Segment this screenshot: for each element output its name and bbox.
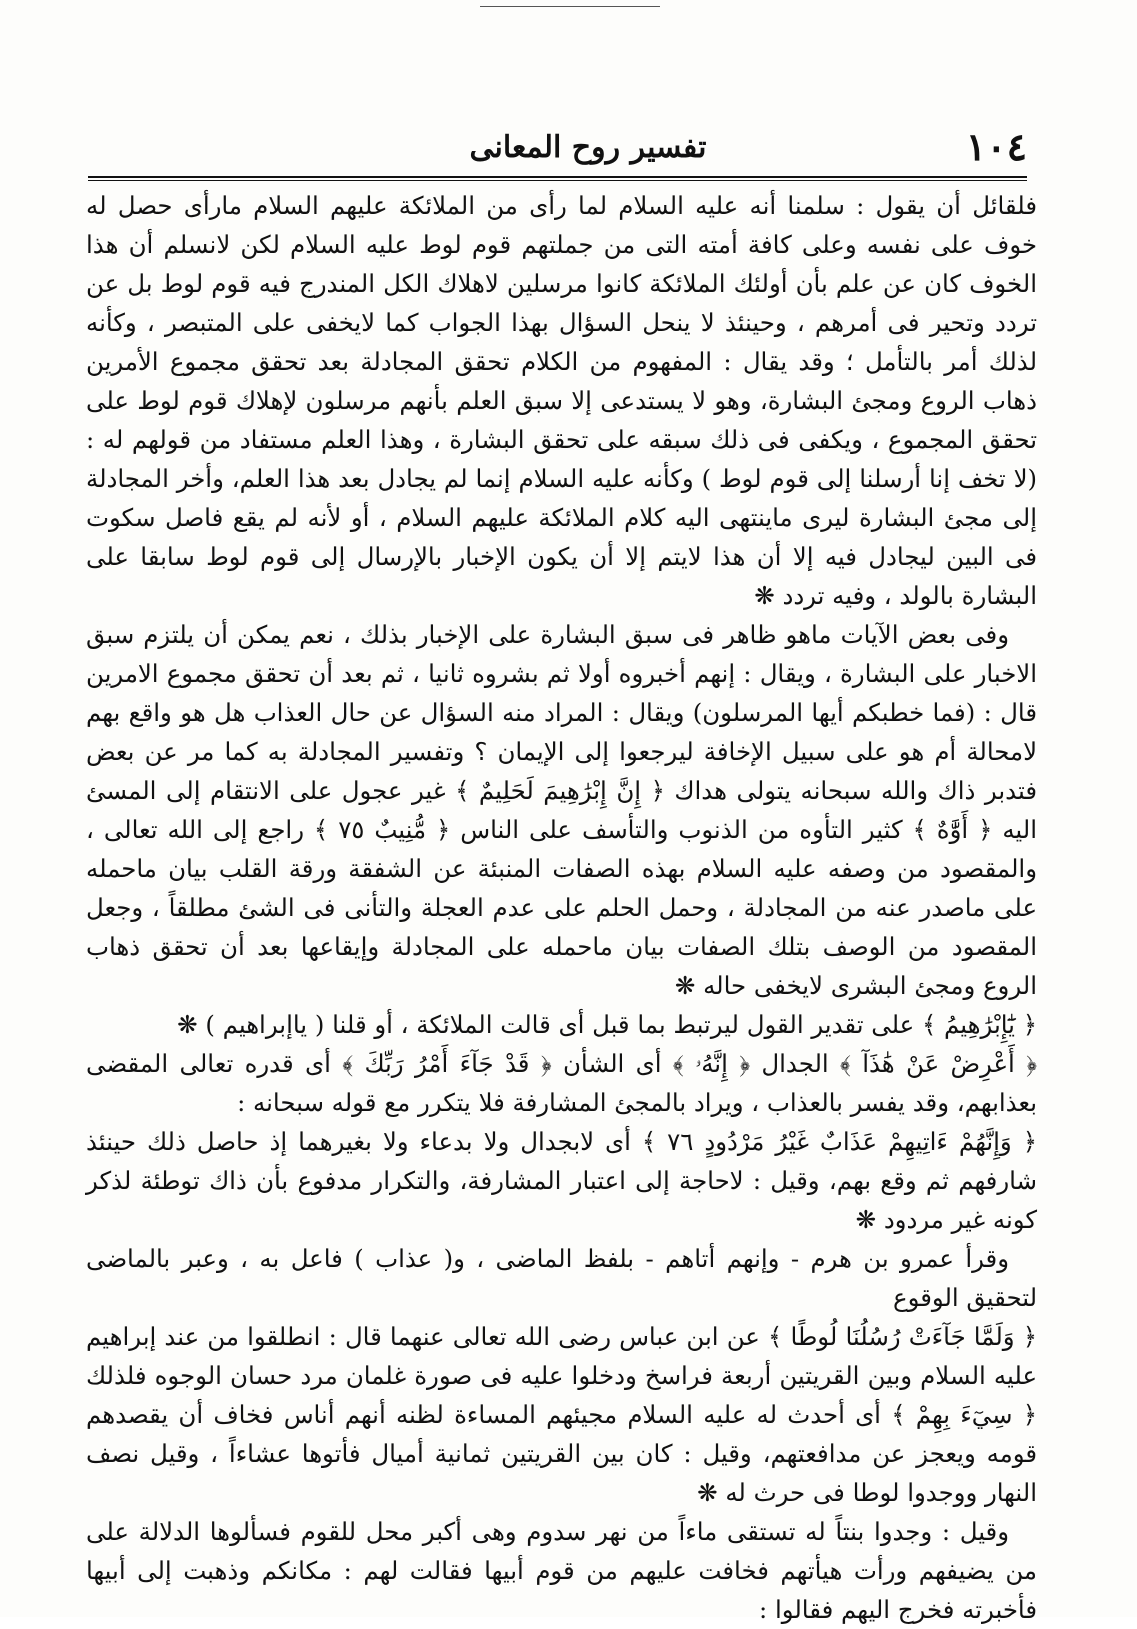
top-divider — [480, 6, 660, 7]
paragraph: وفى بعض الآيات ماهو ظاهر فى سبق البشارة على الإخبار بذلك ، نعم يمكن أن يلتزم سبق الاخبار على البشارة ، ويقال : إنهم أخبروه أولا ثم بشروه ثانيا ، ثم بعد أن تحقق مجموع الامرين قال : (فما خطبكم أيها المرسلون) ويقال : المراد منه السؤال عن حال العذاب هل هو واقع بهم لامحالة أم هو على سبيل الإخافة ليرجعوا إلى الإيمان ؟ وتفسير المجادلة به كما مر عن بعض فتدبر ذاك والله سبحانه يتولى هداك ﴿ إِنَّ إِبْرَٰهِيمَ لَحَلِيمٌ ﴾ غير عجول على الانتقام إلى المسئ اليه ﴿ أَوَّٰهٌ ﴾ كثير التأوه من الذنوب والتأسف على الناس ﴿ مُّنِيبٌ ٧٥ ﴾ راجع إلى الله تعالى ، والمقصود من وصفه عليه السلام بهذه الصفات المنبئة عن الشفقة ورقة القلب بيان ماحمله على ماصدر عنه من المجادلة ، وحمل الحلم على عدم العجلة والتأنى فى الشئ مطلقاً ، وجعل المقصود من الوصف بتلك الصفات بيان ماحمله على المجادلة وإيقاعها بعد أن تحقق ذهاب الروع ومجئ البشرى لايخفى حاله ❋ — [86, 620, 1037, 1000]
page-number: ١٠٤ — [965, 124, 1027, 169]
header-rule — [88, 176, 1027, 178]
paragraph: ﴿ وَإِنَّهُمْ ءَاتِيهِمْ عَذَابٌ غَيْرُ مَرْدُودٍ ٧٦ ﴾ أى لابجدال ولا بدعاء ولا بغيرهما إذ حاصل ذلك حينئذ شارفهم ثم وقع بهم، وقيل : لاحاجة إلى اعتبار المشارفة، والتكرار مدفوع بأن ذاك توطئة لذكر كونه غير مردود ❋ — [86, 1127, 1037, 1234]
paragraph: فلقائل أن يقول : سلمنا أنه عليه السلام لما رأى من الملائكة عليهم السلام مارأى حصل له خوف على نفسه وعلى كافة أمته التى من جملتهم قوم لوط عليه السلام لكن لانسلم أن هذا الخوف كان عن علم بأن أولئك الملائكة كانوا مرسلين لاهلاك الكل المندرج فيه قوم لوط بل عن تردد وتحير فى أمرهم ، وحينئذ لا ينحل السؤال بهذا الجواب كما لايخفى على المتبصر ، وكأنه لذلك أمر بالتأمل ؛ وقد يقال : المفهوم من الكلام تحقق المجادلة بعد تحقق مجموع الأمرين ذهاب الروع ومجئ البشارة، وهو لا يستدعى إلا سبق العلم بأنهم مرسلون لإهلاك قوم لوط على تحقق المجموع ، ويكفى فى ذلك سبقه على تحقق البشارة ، وهذا العلم مستفاد من قولهم له : (لا تخف إنا أرسلنا إلى قوم لوط ) وكأنه عليه السلام إنما لم يجادل بعد هذا العلم، وأخر المجادلة إلى مجئ البشارة ليرى ماينتهى اليه كلام الملائكة عليهم السلام ، أو لأنه لم يقع فاصل سكوت فى البين ليجادل فيه إلا أن هذا لايتم إلا أن يكون الإخبار بالإرسال إلى قوم لوط سابقا على البشارة بالولد ، وفيه تردد ❋ — [86, 191, 1037, 610]
paragraph: وقيل : وجدوا بنتاً له تستقى ماءاً من نهر سدوم وهى أكبر محل للقوم فسألوها الدلالة على من يضيفهم ورأت هيأتهم فخافت عليهم من قوم أبيها فقالت لهم : مكانكم وذهبت إلى أبيها فأخبرته فخرج اليهم فقالوا : — [86, 1517, 1037, 1624]
paragraph: ﴿ أَعْرِضْ عَنْ هَٰذَآ ﴾ الجدال ﴿ إِنَّهُۥ ﴾ أى الشأن ﴿ قَدْ جَآءَ أَمْرُ رَبِّكَ ﴾ أى قدره تعالى المقضى بعذابهم، وقد يفسر بالعذاب ، ويراد بالمجئ المشارفة فلا يتكرر مع قوله سبحانه : — [86, 1049, 1037, 1117]
body-text — [86, 186, 1037, 1624]
running-header — [88, 120, 1027, 182]
header-rule-thin — [88, 180, 1027, 181]
paragraph: وقرأ عمرو بن هرم - وإنهم أتاهم - بلفظ الماضى ، و( عذاب ) فاعل به ، وعبر بالماضى لتحقيق الوقوع — [86, 1244, 1037, 1312]
paragraph: ﴿ يَٰٓإِبْرَٰهِيمُ ﴾ على تقدير القول ليرتبط بما قبل أى قالت الملائكة ، أو قلنا ( ياإبراهيم ) ❋ — [177, 1010, 1037, 1039]
paragraph: ﴿ وَلَمَّا جَآءَتْ رُسُلُنَا لُوطًا ﴾ عن ابن عباس رضى الله تعالى عنهما قال : انطلقوا من عند إبراهيم عليه السلام وبين القريتين أربعة فراسخ ودخلوا عليه فى صورة غلمان مرد حسان الوجوه فلذلك ﴿ سِيٓءَ بِهِمْ ﴾ أى أحدث له عليه السلام مجيئهم المساءة لظنه أنهم أناس فخاف أن يقصدهم قومه ويعجز عن مدافعتهم، وقيل : كان بين القريتين ثمانية أميال فأتوها عشاءاً ، وقيل نصف النهار ووجدوا لوطا فى حرث له ❋ — [86, 1322, 1037, 1507]
page-title: تفسير روح المعانى — [469, 130, 707, 165]
